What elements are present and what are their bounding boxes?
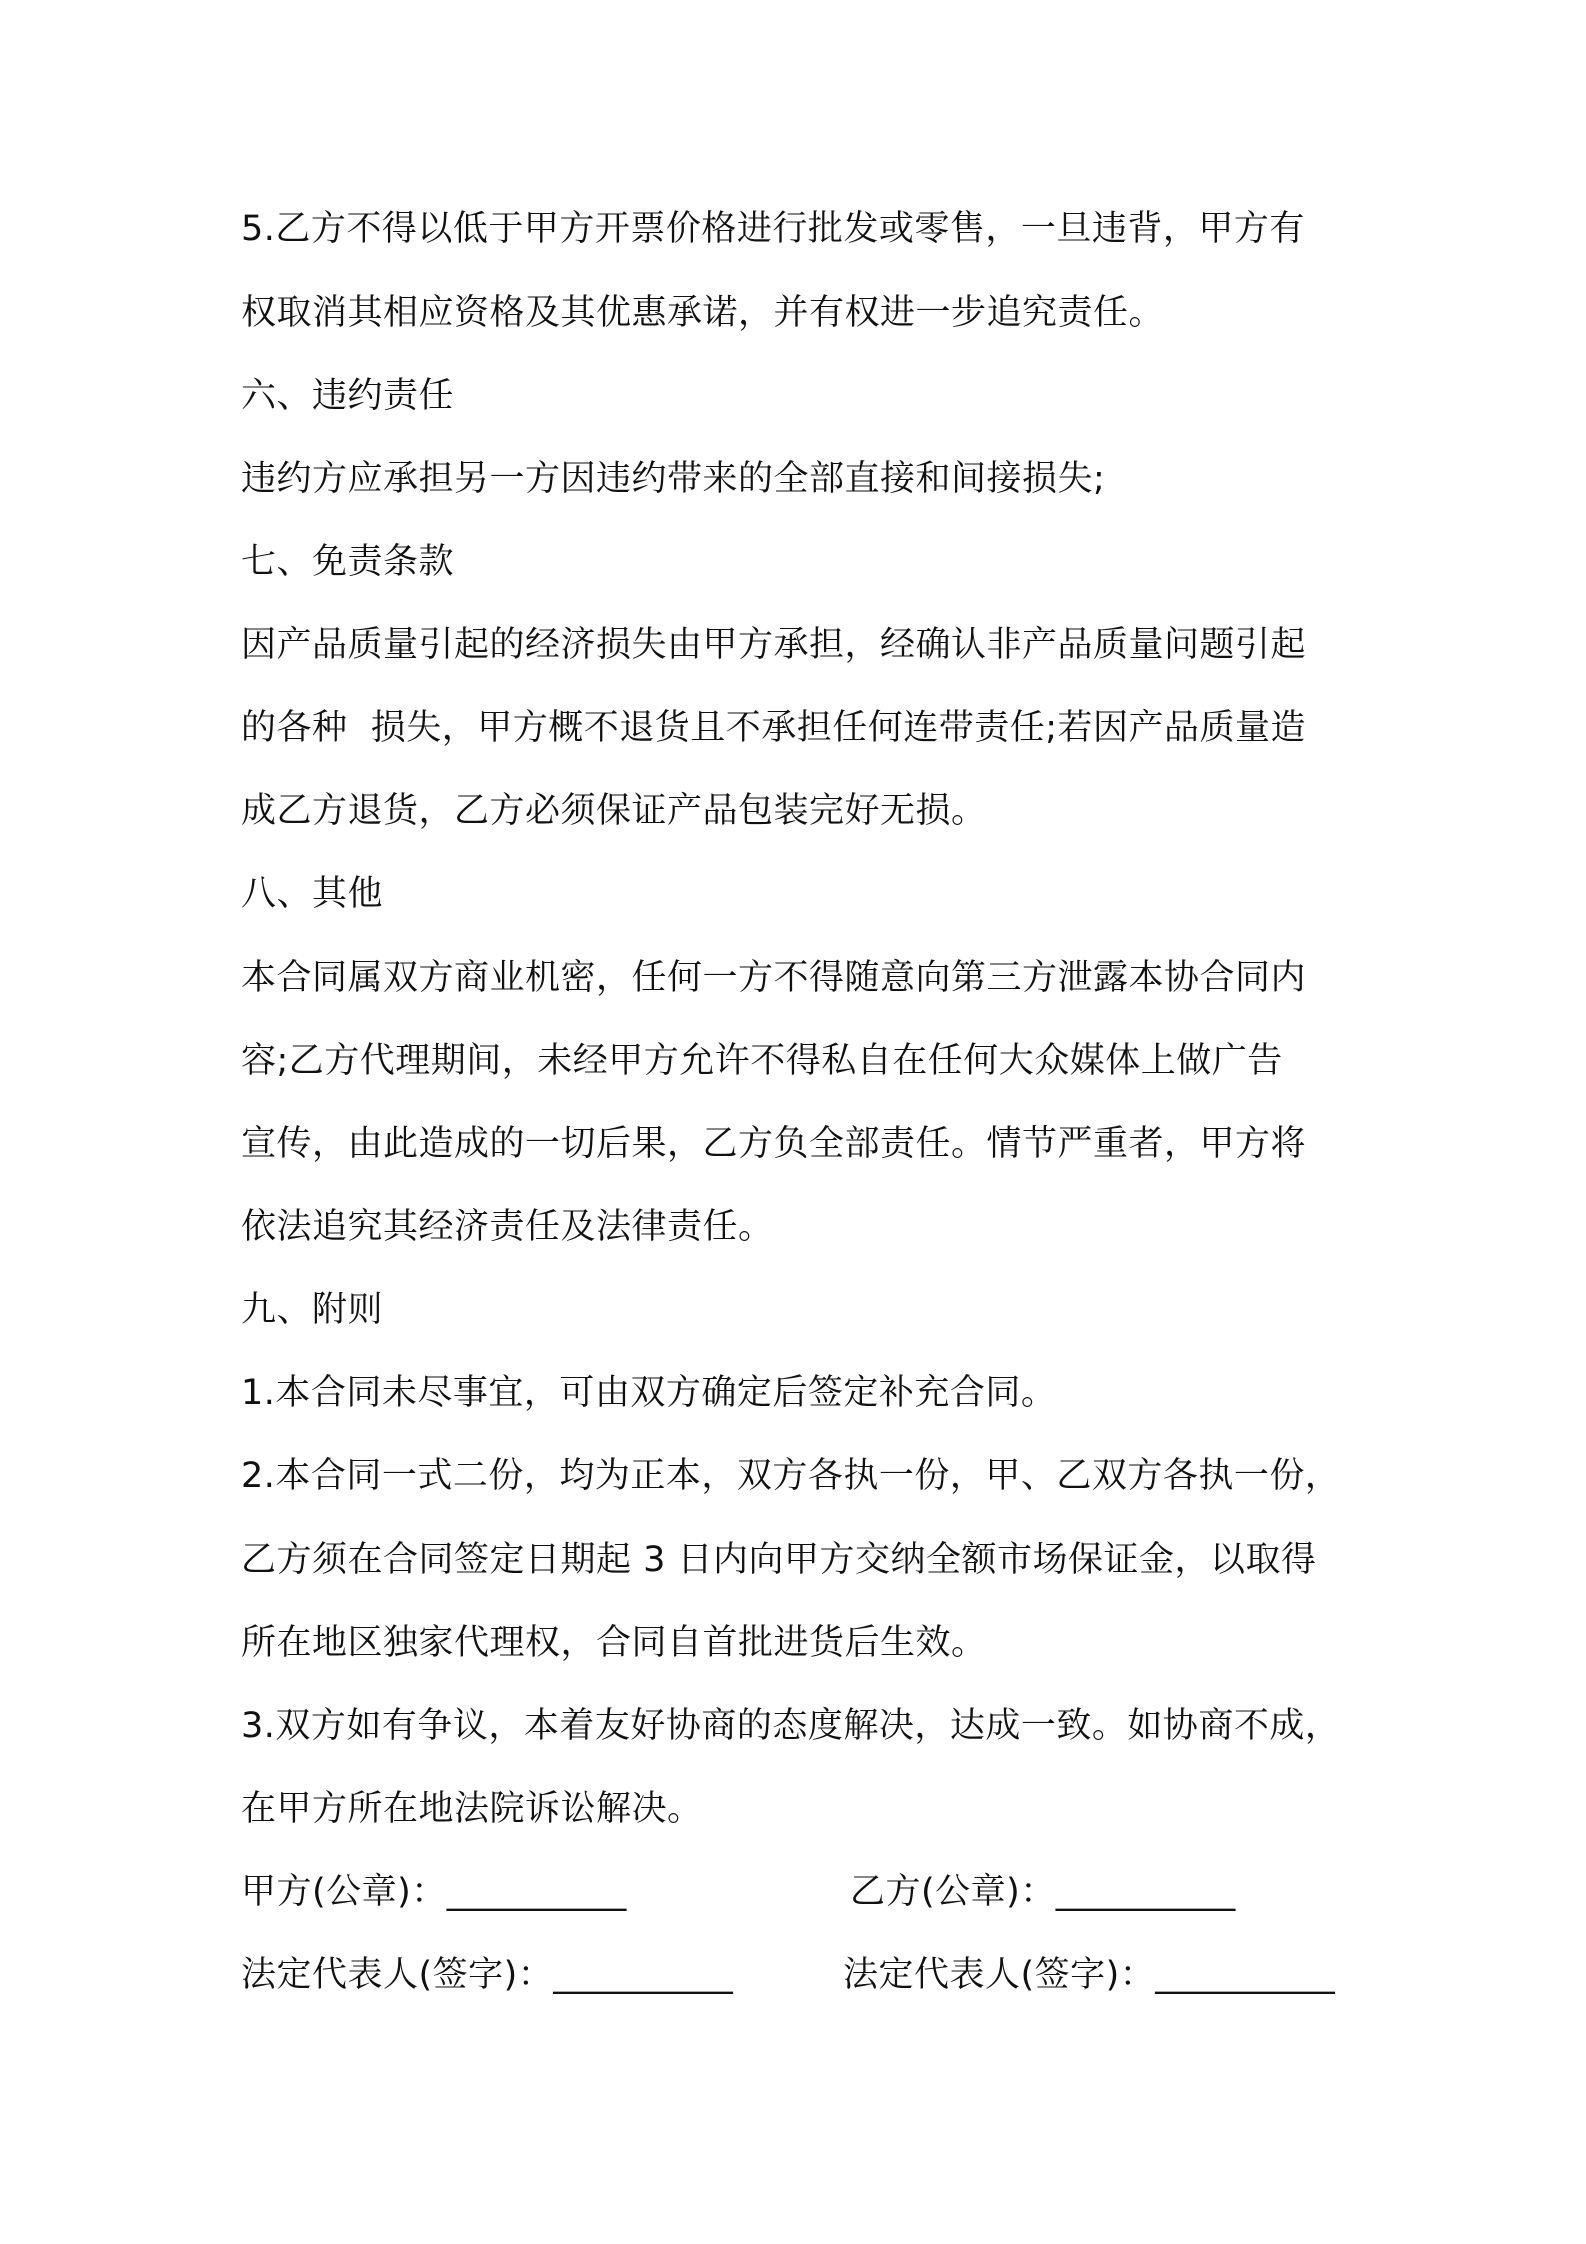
party-a-seal-field: 甲方(公章)：__________: [241, 1872, 627, 1912]
section-heading-exemption: 七、免责条款: [241, 542, 455, 582]
appendix-item-3-line-2: 在甲方所在地法院诉讼解决。: [241, 1789, 703, 1829]
appendix-item-3-line-1: 3.双方如有争议，本着友好协商的态度解决，达成一致。如协商不成，: [241, 1706, 1341, 1746]
other-line-3: 宣传，由此造成的一切后果，乙方负全部责任。情节严重者，甲方将: [241, 1124, 1307, 1164]
party-b-representative-field: 法定代表人(签字)：__________: [843, 1955, 1336, 1995]
section-heading-appendix: 九、附则: [241, 1290, 384, 1330]
appendix-item-2-line-3: 所在地区独家代理权，合同自首批进货后生效。: [241, 1623, 987, 1663]
clause-5-line-2: 权取消其相应资格及其优惠承诺，并有权进一步追究责任。: [241, 293, 1165, 333]
other-line-1: 本合同属双方商业机密，任何一方不得随意向第三方泄露本协合同内: [241, 958, 1307, 998]
party-a-representative-field: 法定代表人(签字)：__________: [241, 1955, 734, 1995]
other-line-2: 容;乙方代理期间，未经甲方允许不得私自在任何大众媒体上做广告: [241, 1041, 1283, 1081]
section-heading-breach: 六、违约责任: [241, 376, 455, 416]
appendix-item-2-line-2: 乙方须在合同签定日期起 3 日内向甲方交纳全额市场保证金，以取得: [241, 1540, 1317, 1580]
clause-5-line-1: 5.乙方不得以低于甲方开票价格进行批发或零售，一旦违背，甲方有: [241, 209, 1305, 249]
appendix-item-2-line-1: 2.本合同一式二份，均为正本，双方各执一份，甲、乙双方各执一份，: [241, 1456, 1341, 1496]
exemption-line-3: 成乙方退货，乙方必须保证产品包装完好无损。: [241, 791, 987, 831]
section-heading-other: 八、其他: [241, 874, 384, 914]
exemption-line-1: 因产品质量引起的经济损失由甲方承担，经确认非产品质量问题引起: [241, 625, 1307, 665]
other-line-4: 依法追究其经济责任及法律责任。: [241, 1207, 774, 1247]
exemption-line-2: 的各种 损失，甲方概不退货且不承担任何连带责任;若因产品质量造: [241, 708, 1307, 748]
party-b-seal-field: 乙方(公章)：__________: [850, 1872, 1236, 1912]
breach-paragraph: 违约方应承担另一方因违约带来的全部直接和间接损失;: [241, 459, 1106, 499]
appendix-item-1: 1.本合同未尽事宜，可由双方确定后签定补充合同。: [241, 1373, 1057, 1413]
